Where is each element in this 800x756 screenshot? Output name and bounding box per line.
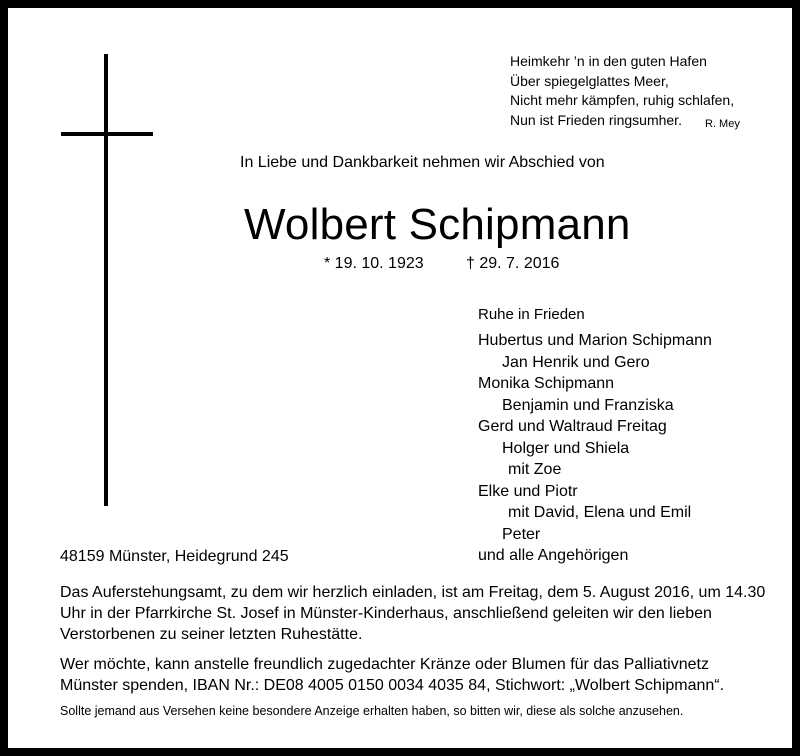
- cross-icon: [104, 54, 108, 506]
- family-member: und alle Angehörigen: [478, 547, 629, 564]
- birth-date: * 19. 10. 1923: [324, 255, 424, 272]
- family-member: mit Zoe: [508, 461, 562, 478]
- service-paragraph: Das Auferstehungsamt, zu dem wir herzlich einladen, ist am Freitag, dem 5. August 2016, um 14.30 Uhr in der Pfarrkirche St. Josef in Münster-Kinderhaus, anschließend geleiten wir den lieben Verstorbenen zu seiner letzten Ruhestätte.: [60, 584, 766, 643]
- poem-line: Heimkehr ’n in den guten Hafen: [510, 53, 707, 69]
- address: 48159 Münster, Heidegrund 245: [60, 548, 289, 565]
- family-member: Benjamin und Franziska: [502, 396, 674, 414]
- poem-line: Nun ist Frieden ringsumher.: [510, 111, 682, 128]
- family-list: [478, 330, 712, 567]
- family-member: Hubertus und Marion Schipmann: [478, 332, 712, 349]
- cross-icon-crossbar: [61, 132, 153, 136]
- poem: [510, 52, 734, 130]
- poem-author: R. Mey: [705, 118, 740, 130]
- intro-text: In Liebe und Dankbarkeit nehmen wir Abschied von: [240, 154, 605, 171]
- poem-line: Über spiegelglattes Meer,: [510, 72, 669, 89]
- poem-line: Nicht mehr kämpfen, ruhig schlafen,: [510, 92, 735, 108]
- family-member: Monika Schipmann: [478, 375, 615, 392]
- family-member: Gerd und Waltraud Freitag: [478, 418, 667, 435]
- deceased-name: Wolbert Schipmann: [244, 200, 631, 249]
- donation-paragraph: Wer möchte, kann anstelle freundlich zugedachter Kränze oder Blumen für das Palliativnetz Münster spenden, IBAN Nr.: DE08 4005 0150 0034 4035 84, Stichwort: „Wolbert Schipmann“.: [60, 656, 725, 694]
- death-date: † 29. 7. 2016: [466, 255, 560, 272]
- family-member: Jan Henrik und Gero: [502, 353, 650, 371]
- family-member: Holger und Shiela: [502, 439, 630, 457]
- family-member: Elke und Piotr: [478, 482, 578, 500]
- footer-note: Sollte jemand aus Versehen keine besondere Anzeige erhalten haben, so bitten wir, diese als solche anzusehen.: [60, 704, 684, 718]
- family-member: Peter: [502, 525, 541, 543]
- rest-in-peace: Ruhe in Frieden: [478, 306, 585, 323]
- family-member: mit David, Elena und Emil: [508, 504, 692, 521]
